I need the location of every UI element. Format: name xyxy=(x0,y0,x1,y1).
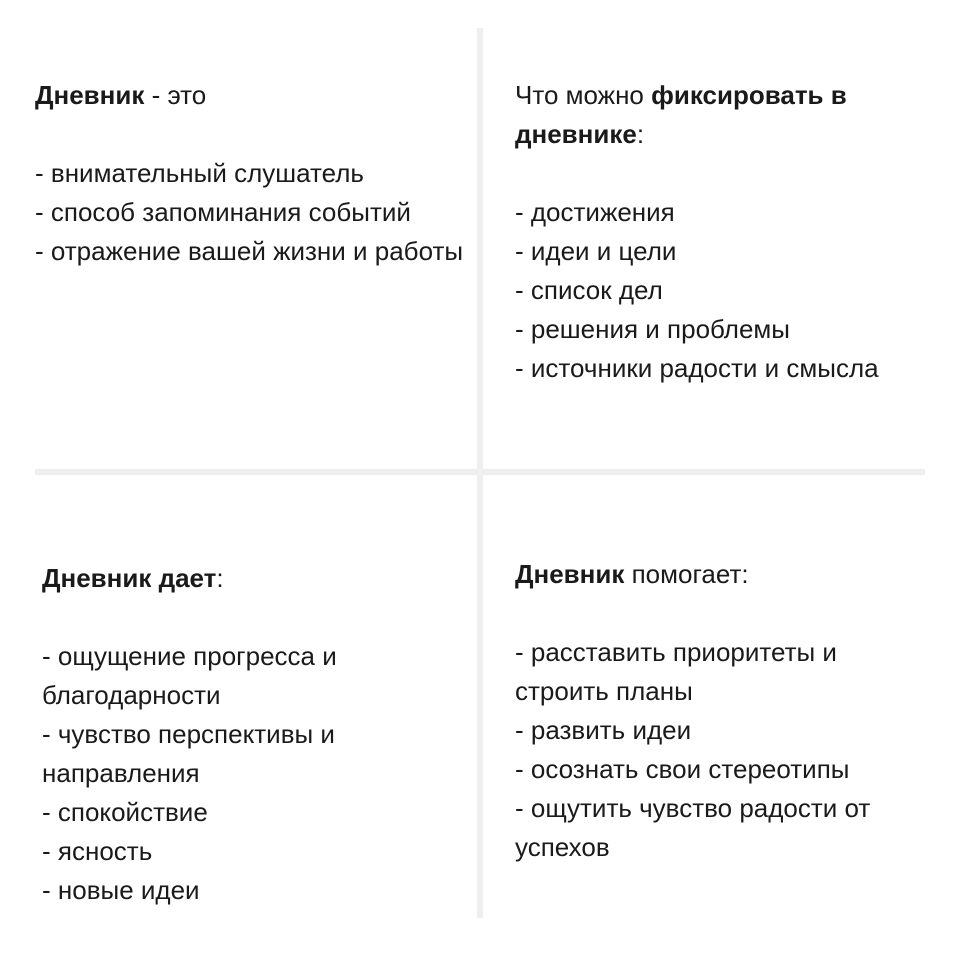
list-item: - способ запоминания событий xyxy=(35,197,411,227)
item-list xyxy=(35,154,465,271)
list-item: - отражение вашей жизни и работы xyxy=(35,236,464,266)
quadrant-heading xyxy=(515,76,935,154)
list-item: - список дел xyxy=(515,275,663,305)
list-item: - развить идеи xyxy=(515,715,692,745)
item-list xyxy=(515,633,935,867)
list-item: - источники радости и смысла xyxy=(515,353,879,383)
heading-bold: Дневник дает xyxy=(42,563,217,593)
list-item: - ощутить чувство радости от успехов xyxy=(515,793,871,862)
heading-prefix: Что можно xyxy=(515,80,652,110)
quadrant-heading xyxy=(35,76,465,115)
list-item: - достижения xyxy=(515,197,675,227)
heading-rest: - это xyxy=(144,80,207,110)
heading-suffix: : xyxy=(636,119,645,149)
quadrant-diary-gives xyxy=(42,559,462,910)
heading-bold: Дневник xyxy=(35,80,145,110)
heading-suffix: : xyxy=(216,563,224,593)
quadrant-what-is-diary xyxy=(35,76,465,271)
quadrant-heading xyxy=(42,559,462,598)
list-item: - расставить приоритеты и строить планы xyxy=(515,637,837,706)
list-item: - чувство перспективы и направления xyxy=(42,719,335,788)
list-item: - решения и проблемы xyxy=(515,314,790,344)
list-item: - осознать свои стереотипы xyxy=(515,754,850,784)
list-item: - внимательный слушатель xyxy=(35,158,364,188)
list-item: - идеи и цели xyxy=(515,236,677,266)
heading-bold: Дневник xyxy=(515,559,625,589)
heading-rest: помогает: xyxy=(624,559,749,589)
horizontal-divider xyxy=(35,469,925,475)
item-list xyxy=(42,637,462,910)
list-item: - новые идеи xyxy=(42,875,200,905)
list-item: - спокойствие xyxy=(42,797,208,827)
quadrant-heading xyxy=(515,555,935,594)
quadrant-diary-helps xyxy=(515,555,935,867)
list-item: - ясность xyxy=(42,836,153,866)
heading-bold: фиксировать в дневнике xyxy=(515,80,847,149)
item-list xyxy=(515,193,935,388)
quadrant-what-to-record xyxy=(515,76,935,388)
list-item: - ощущение прогресса и благодарности xyxy=(42,641,337,710)
